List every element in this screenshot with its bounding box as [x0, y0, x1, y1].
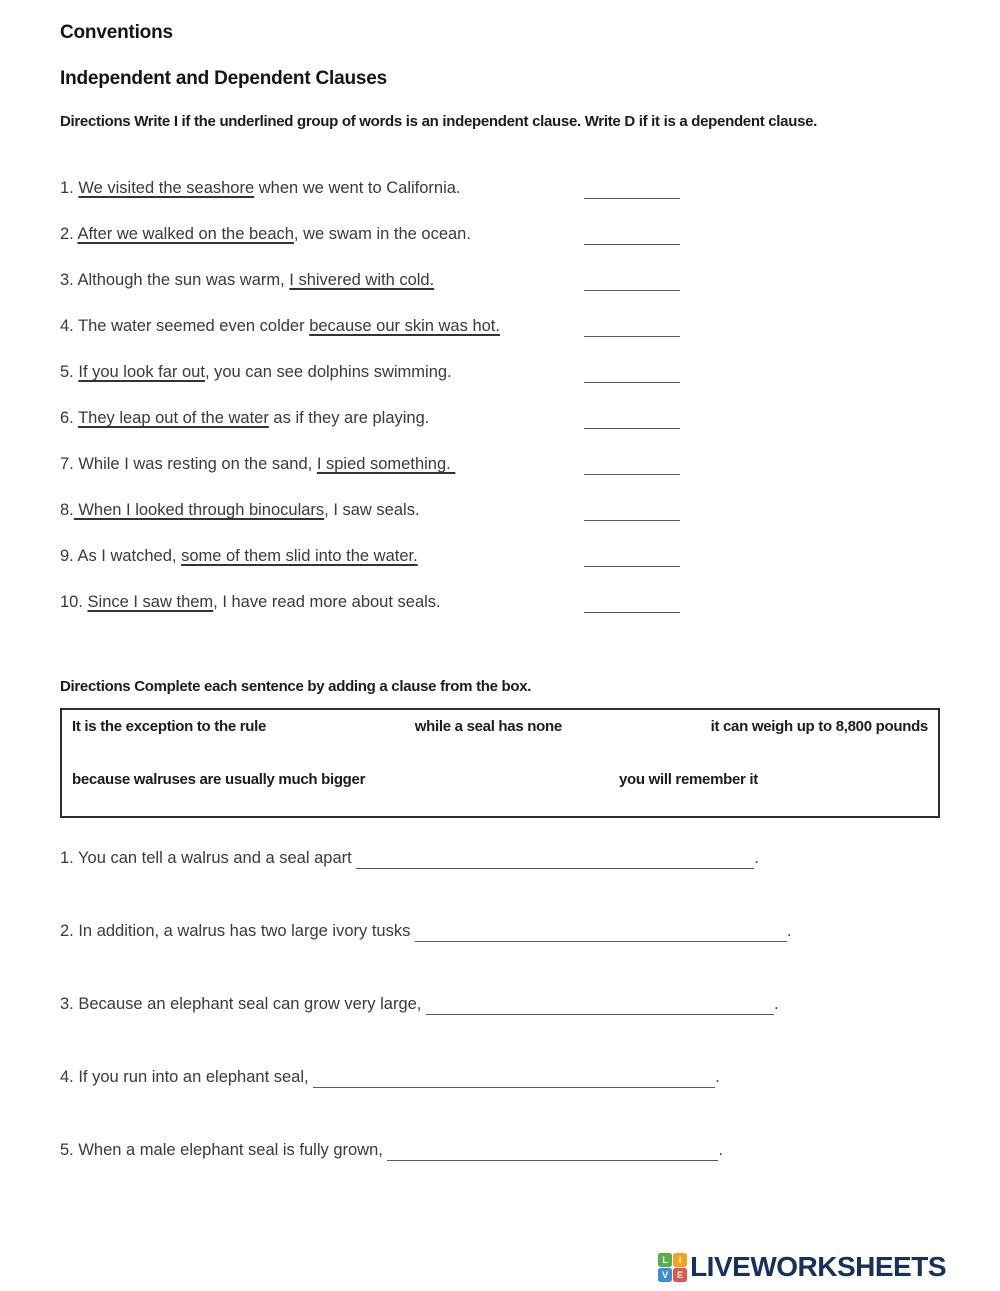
sentence-period: .: [715, 1068, 720, 1086]
fill-in-number: 5.: [60, 1141, 74, 1159]
clause-option: it can weigh up to 8,800 pounds: [710, 718, 928, 735]
fill-in-item: [60, 848, 940, 869]
clause-option: while a seal has none: [414, 718, 562, 735]
underlined-clause: When I looked through binoculars: [73, 501, 325, 519]
fill-in-sentence: In addition, a walrus has two large ivory tusks: [73, 922, 415, 940]
answer-blank[interactable]: [584, 316, 680, 337]
fill-in-text: [60, 1140, 387, 1160]
sentence-period: .: [786, 922, 792, 940]
answer-blank[interactable]: [415, 921, 787, 942]
clause-text: Although the sun was warm,: [73, 271, 290, 289]
underlined-clause: I spied something.: [316, 455, 456, 473]
logo-letter-square: L: [658, 1253, 672, 1267]
underlined-clause: Since I saw them: [87, 593, 214, 611]
logo-letter-square: V: [658, 1268, 672, 1282]
clause-item-text: [60, 303, 500, 349]
clause-item-list: [60, 165, 940, 625]
clause-text: , I saw seals.: [324, 501, 420, 519]
answer-blank[interactable]: [584, 500, 680, 521]
clause-item-text: [60, 165, 461, 211]
fill-in-text: [60, 848, 356, 868]
clause-item-number: 5.: [60, 363, 74, 381]
fill-in-number: 1.: [60, 849, 74, 867]
answer-blank[interactable]: [584, 362, 680, 383]
answer-blank[interactable]: [584, 408, 680, 429]
clause-item: [60, 487, 680, 533]
clause-item: [60, 579, 680, 625]
fill-in-text: [60, 921, 415, 941]
clause-item-number: 7.: [60, 455, 74, 473]
underlined-clause: some of them slid into the water.: [181, 547, 418, 565]
answer-blank[interactable]: [584, 546, 680, 567]
clause-box-row-1: [72, 718, 928, 735]
answer-blank[interactable]: [356, 848, 754, 869]
clause-text: The water seemed even colder: [73, 317, 310, 335]
clause-item-number: 1.: [60, 179, 74, 197]
answer-blank[interactable]: [426, 994, 774, 1015]
clause-item-number: 6.: [60, 409, 74, 427]
clause-item: [60, 533, 680, 579]
page-title: Conventions: [60, 22, 173, 43]
logo-letter-square: E: [673, 1268, 687, 1282]
underlined-clause: I shivered with cold.: [289, 271, 435, 289]
clause-item-number: 4.: [60, 317, 74, 335]
clause-item-text: [60, 441, 455, 487]
clause-text: when we went to California.: [254, 179, 461, 197]
clause-item-text: [60, 579, 441, 625]
clause-item-text: [60, 211, 471, 257]
clause-item: [60, 395, 680, 441]
fill-in-text: [60, 994, 426, 1014]
underlined-clause: because our skin was hot.: [309, 317, 500, 335]
clause-text: While I was resting on the sand,: [73, 455, 317, 473]
answer-blank[interactable]: [584, 224, 680, 245]
sentence-period: .: [718, 1141, 724, 1159]
clause-item-number: 3.: [60, 271, 74, 289]
underlined-clause: If you look far out: [78, 363, 205, 381]
clause-word-box: [60, 708, 940, 818]
logo-letter-square: I: [673, 1253, 687, 1267]
answer-blank[interactable]: [387, 1140, 718, 1161]
clause-item: [60, 349, 680, 395]
fill-in-item: [60, 1067, 940, 1088]
fill-in-sentence: When a male elephant seal is fully grown,: [73, 1141, 388, 1159]
liveworksheets-logo-icon: [658, 1253, 687, 1282]
fill-in-text: [60, 1067, 313, 1087]
clause-item: [60, 441, 680, 487]
clause-item: [60, 303, 680, 349]
clause-text: As I watched,: [73, 547, 182, 565]
fill-in-sentence: You can tell a walrus and a seal apart: [73, 849, 357, 867]
liveworksheets-logo[interactable]: [658, 1251, 946, 1283]
answer-blank[interactable]: [584, 454, 680, 475]
fill-in-sentence: If you run into an elephant seal,: [73, 1068, 314, 1086]
fill-in-item: [60, 921, 940, 942]
worksheet-title: Independent and Dependent Clauses: [60, 68, 388, 89]
liveworksheets-logo-text: LIVEWORKSHEETS: [690, 1251, 946, 1282]
fill-in-sentence: Because an elephant seal can grow very large,: [73, 995, 426, 1013]
sentence-period: .: [754, 849, 759, 867]
clause-item: [60, 165, 680, 211]
clause-item-text: [60, 487, 420, 533]
clause-item-number: 9.: [60, 547, 74, 565]
fill-in-number: 2.: [60, 922, 74, 940]
clause-text: , you can see dolphins swimming.: [204, 363, 452, 381]
sentence-period: .: [773, 995, 779, 1013]
clause-option: It is the exception to the rule: [72, 718, 267, 735]
fill-in-item: [60, 1140, 940, 1161]
clause-item: [60, 211, 680, 257]
clause-item-text: [60, 257, 434, 303]
clause-item-number: 10.: [60, 593, 83, 611]
fill-in-number: 3.: [60, 995, 74, 1013]
clause-text: as if they are playing.: [268, 409, 430, 427]
clause-item-number: 2.: [60, 225, 74, 243]
directions-section1: Directions Write I if the underlined group of words is an independent clause. Write D if it is a dependent clause.: [60, 113, 818, 130]
clause-item-text: [60, 395, 429, 441]
underlined-clause: They leap out of the water: [78, 409, 269, 427]
directions-section2: Directions Complete each sentence by adding a clause from the box.: [60, 678, 532, 695]
clause-option: because walruses are usually much bigger: [72, 771, 366, 788]
fill-in-item: [60, 994, 940, 1015]
clause-option: you will remember it: [618, 771, 758, 788]
clause-item-text: [60, 349, 452, 395]
fill-in-sentence-list: [60, 848, 940, 1161]
clause-item-number: 8.: [60, 501, 74, 519]
answer-blank[interactable]: [313, 1067, 715, 1088]
answer-blank[interactable]: [584, 592, 680, 613]
clause-item: [60, 257, 680, 303]
underlined-clause: We visited the seashore: [78, 179, 255, 197]
answer-blank[interactable]: [584, 178, 680, 199]
clause-text: , we swam in the ocean.: [293, 225, 471, 243]
clause-box-row-2: [72, 771, 928, 788]
fill-in-number: 4.: [60, 1068, 74, 1086]
clause-text: , I have read more about seals.: [213, 593, 441, 611]
clause-item-text: [60, 533, 418, 579]
underlined-clause: After we walked on the beach: [77, 225, 294, 243]
answer-blank[interactable]: [584, 270, 680, 291]
